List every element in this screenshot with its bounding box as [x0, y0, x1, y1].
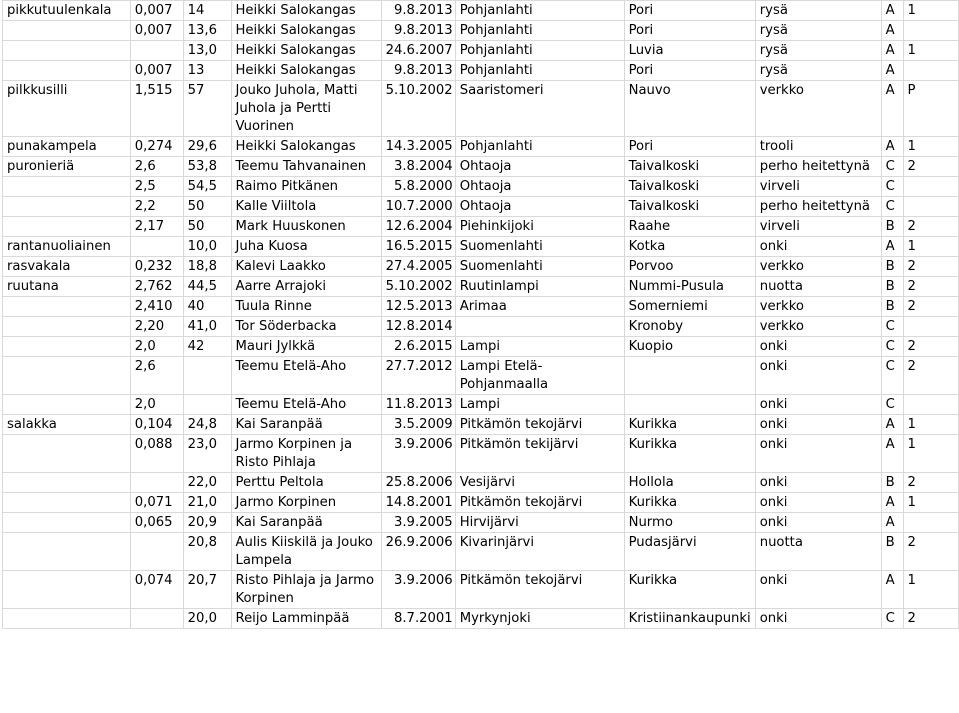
cell-species [3, 297, 131, 317]
cell-species [3, 61, 131, 81]
cell-weight: 2,762 [130, 277, 183, 297]
cell-catcher: Kalle Viiltola [231, 197, 381, 217]
table-row [3, 571, 959, 609]
cell-gear: onki [755, 571, 881, 609]
cell-date: 12.8.2014 [381, 317, 455, 337]
cell-class: C [881, 337, 903, 357]
cell-catcher: Kai Saranpää [231, 513, 381, 533]
cell-water: Kivarinjärvi [455, 533, 624, 571]
cell-municipality: Taivalkoski [624, 197, 755, 217]
cell-length: 40 [183, 297, 231, 317]
cell-catcher: Tuula Rinne [231, 297, 381, 317]
cell-water: Hirvijärvi [455, 513, 624, 533]
cell-catcher: Tor Söderbacka [231, 317, 381, 337]
cell-gear: onki [755, 435, 881, 473]
cell-water: Lampi Etelä-Pohjanmaalla [455, 357, 624, 395]
table-row [3, 435, 959, 473]
cell-note: 1 [903, 41, 958, 61]
cell-species [3, 337, 131, 357]
cell-weight: 2,20 [130, 317, 183, 337]
cell-length: 50 [183, 217, 231, 237]
cell-length: 20,7 [183, 571, 231, 609]
cell-water [455, 317, 624, 337]
cell-weight: 2,6 [130, 357, 183, 395]
cell-water: Pitkämön tekojärvi [455, 493, 624, 513]
cell-municipality: Kurikka [624, 435, 755, 473]
cell-weight [130, 609, 183, 629]
cell-date: 14.8.2001 [381, 493, 455, 513]
cell-gear: onki [755, 513, 881, 533]
table-row [3, 157, 959, 177]
table-row [3, 493, 959, 513]
cell-gear: onki [755, 357, 881, 395]
cell-catcher: Raimo Pitkänen [231, 177, 381, 197]
cell-catcher: Jouko Juhola, Matti Juhola ja Pertti Vuorinen [231, 81, 381, 137]
cell-length: 44,5 [183, 277, 231, 297]
table-row [3, 609, 959, 629]
cell-date: 5.10.2002 [381, 277, 455, 297]
cell-class: C [881, 157, 903, 177]
cell-species [3, 357, 131, 395]
cell-water: Lampi [455, 395, 624, 415]
cell-note: 2 [903, 473, 958, 493]
cell-length: 14 [183, 1, 231, 21]
cell-length: 21,0 [183, 493, 231, 513]
cell-water: Vesijärvi [455, 473, 624, 493]
cell-water: Pohjanlahti [455, 137, 624, 157]
cell-note: 1 [903, 137, 958, 157]
cell-length: 41,0 [183, 317, 231, 337]
table-row [3, 177, 959, 197]
cell-species [3, 21, 131, 41]
cell-municipality: Pudasjärvi [624, 533, 755, 571]
cell-date: 9.8.2013 [381, 61, 455, 81]
cell-weight: 2,0 [130, 337, 183, 357]
cell-species: rasvakala [3, 257, 131, 277]
cell-municipality: Kuopio [624, 337, 755, 357]
cell-catcher: Heikki Salokangas [231, 1, 381, 21]
cell-water: Pohjanlahti [455, 1, 624, 21]
cell-length: 13,6 [183, 21, 231, 41]
cell-catcher: Kai Saranpää [231, 415, 381, 435]
table-row [3, 357, 959, 395]
cell-gear: onki [755, 473, 881, 493]
cell-note: 2 [903, 217, 958, 237]
cell-water: Ohtaoja [455, 197, 624, 217]
cell-municipality: Kurikka [624, 571, 755, 609]
cell-length: 24,8 [183, 415, 231, 435]
cell-water: Pitkämön tekijärvi [455, 435, 624, 473]
cell-gear: virveli [755, 177, 881, 197]
cell-catcher: Jarmo Korpinen ja Risto Pihlaja [231, 435, 381, 473]
cell-note [903, 395, 958, 415]
cell-class: C [881, 357, 903, 395]
cell-species [3, 41, 131, 61]
cell-class: A [881, 1, 903, 21]
cell-weight: 2,6 [130, 157, 183, 177]
cell-catcher: Mark Huuskonen [231, 217, 381, 237]
cell-class: C [881, 395, 903, 415]
cell-municipality: Pori [624, 21, 755, 41]
cell-note: 2 [903, 357, 958, 395]
cell-note [903, 197, 958, 217]
cell-gear: perho heitettynä [755, 197, 881, 217]
cell-catcher: Heikki Salokangas [231, 61, 381, 81]
cell-species [3, 317, 131, 337]
cell-length: 29,6 [183, 137, 231, 157]
cell-date: 26.9.2006 [381, 533, 455, 571]
cell-class: B [881, 277, 903, 297]
table-row [3, 137, 959, 157]
cell-species: rantanuoliainen [3, 237, 131, 257]
table-row [3, 513, 959, 533]
table-row [3, 277, 959, 297]
cell-species: pilkkusilli [3, 81, 131, 137]
cell-weight: 0,074 [130, 571, 183, 609]
cell-class: A [881, 41, 903, 61]
cell-water: Saaristomeri [455, 81, 624, 137]
cell-note [903, 317, 958, 337]
cell-class: A [881, 81, 903, 137]
cell-gear: onki [755, 395, 881, 415]
cell-weight: 0,007 [130, 21, 183, 41]
cell-catcher: Perttu Peltola [231, 473, 381, 493]
cell-class: A [881, 493, 903, 513]
cell-catcher: Aarre Arrajoki [231, 277, 381, 297]
table-row [3, 197, 959, 217]
cell-class: C [881, 177, 903, 197]
cell-date: 2.6.2015 [381, 337, 455, 357]
cell-species [3, 533, 131, 571]
cell-municipality: Pori [624, 1, 755, 21]
cell-date: 10.7.2000 [381, 197, 455, 217]
cell-class: C [881, 609, 903, 629]
cell-species [3, 513, 131, 533]
cell-municipality: Nummi-Pusula [624, 277, 755, 297]
cell-water: Pitkämön tekojärvi [455, 571, 624, 609]
cell-date: 12.6.2004 [381, 217, 455, 237]
cell-length: 13,0 [183, 41, 231, 61]
cell-length: 53,8 [183, 157, 231, 177]
table-row [3, 217, 959, 237]
cell-municipality: Taivalkoski [624, 157, 755, 177]
cell-species: pikkutuulenkala [3, 1, 131, 21]
cell-weight: 0,007 [130, 1, 183, 21]
cell-gear: onki [755, 337, 881, 357]
cell-municipality: Luvia [624, 41, 755, 61]
cell-gear: onki [755, 237, 881, 257]
cell-municipality: Nurmo [624, 513, 755, 533]
cell-municipality: Kotka [624, 237, 755, 257]
table-row [3, 297, 959, 317]
cell-date: 3.9.2006 [381, 571, 455, 609]
cell-note: 2 [903, 337, 958, 357]
table-row [3, 21, 959, 41]
cell-class: A [881, 137, 903, 157]
cell-class: A [881, 237, 903, 257]
cell-weight: 0,104 [130, 415, 183, 435]
cell-class: A [881, 415, 903, 435]
cell-weight: 0,065 [130, 513, 183, 533]
cell-weight: 1,515 [130, 81, 183, 137]
cell-date: 25.8.2006 [381, 473, 455, 493]
cell-water: Suomenlahti [455, 257, 624, 277]
cell-catcher: Heikki Salokangas [231, 41, 381, 61]
cell-class: A [881, 21, 903, 41]
cell-water: Pitkämön tekojärvi [455, 415, 624, 435]
cell-municipality: Kronoby [624, 317, 755, 337]
cell-class: B [881, 473, 903, 493]
cell-catcher: Teemu Etelä-Aho [231, 357, 381, 395]
cell-gear: onki [755, 493, 881, 513]
cell-municipality: Kurikka [624, 493, 755, 513]
cell-catcher: Reijo Lamminpää [231, 609, 381, 629]
cell-gear: trooli [755, 137, 881, 157]
cell-water: Suomenlahti [455, 237, 624, 257]
cell-note: 2 [903, 609, 958, 629]
cell-gear: virveli [755, 217, 881, 237]
cell-weight: 2,410 [130, 297, 183, 317]
table-row [3, 415, 959, 435]
cell-municipality: Pori [624, 61, 755, 81]
cell-date: 5.8.2000 [381, 177, 455, 197]
cell-gear: verkko [755, 81, 881, 137]
cell-length: 18,8 [183, 257, 231, 277]
cell-date: 11.8.2013 [381, 395, 455, 415]
cell-catcher: Heikki Salokangas [231, 21, 381, 41]
cell-length [183, 395, 231, 415]
cell-catcher: Kalevi Laakko [231, 257, 381, 277]
cell-water: Pohjanlahti [455, 61, 624, 81]
cell-class: C [881, 197, 903, 217]
cell-municipality: Somerniemi [624, 297, 755, 317]
cell-class: A [881, 435, 903, 473]
table-row [3, 257, 959, 277]
cell-note: 2 [903, 157, 958, 177]
cell-note [903, 61, 958, 81]
cell-length: 22,0 [183, 473, 231, 493]
cell-gear: rysä [755, 1, 881, 21]
cell-note [903, 177, 958, 197]
cell-date: 3.8.2004 [381, 157, 455, 177]
cell-note: 1 [903, 493, 958, 513]
cell-municipality: Raahe [624, 217, 755, 237]
cell-weight: 0,007 [130, 61, 183, 81]
cell-municipality [624, 395, 755, 415]
cell-date: 3.9.2005 [381, 513, 455, 533]
cell-species [3, 609, 131, 629]
cell-municipality: Pori [624, 137, 755, 157]
cell-water: Piehinkijoki [455, 217, 624, 237]
table-row [3, 533, 959, 571]
cell-weight [130, 237, 183, 257]
cell-date: 9.8.2013 [381, 21, 455, 41]
cell-municipality: Taivalkoski [624, 177, 755, 197]
cell-gear: onki [755, 609, 881, 629]
cell-length: 20,0 [183, 609, 231, 629]
cell-species [3, 473, 131, 493]
cell-date: 9.8.2013 [381, 1, 455, 21]
cell-length [183, 357, 231, 395]
cell-weight [130, 473, 183, 493]
cell-species [3, 395, 131, 415]
cell-municipality: Hollola [624, 473, 755, 493]
cell-catcher: Risto Pihlaja ja Jarmo Korpinen [231, 571, 381, 609]
cell-class: B [881, 297, 903, 317]
table-row [3, 81, 959, 137]
cell-weight: 2,0 [130, 395, 183, 415]
cell-species [3, 571, 131, 609]
cell-species [3, 493, 131, 513]
cell-note: 2 [903, 277, 958, 297]
cell-date: 5.10.2002 [381, 81, 455, 137]
cell-weight: 2,5 [130, 177, 183, 197]
table-row [3, 337, 959, 357]
cell-class: B [881, 533, 903, 571]
cell-municipality: Nauvo [624, 81, 755, 137]
cell-note [903, 513, 958, 533]
cell-water: Ohtaoja [455, 177, 624, 197]
cell-date: 12.5.2013 [381, 297, 455, 317]
fish-record-table [2, 0, 959, 629]
cell-note [903, 21, 958, 41]
table-row [3, 395, 959, 415]
cell-length: 10,0 [183, 237, 231, 257]
cell-gear: perho heitettynä [755, 157, 881, 177]
cell-catcher: Mauri Jylkkä [231, 337, 381, 357]
cell-species [3, 197, 131, 217]
cell-gear: verkko [755, 257, 881, 277]
cell-species: salakka [3, 415, 131, 435]
cell-gear: rysä [755, 61, 881, 81]
cell-water: Pohjanlahti [455, 41, 624, 61]
cell-weight: 0,274 [130, 137, 183, 157]
cell-water: Arimaa [455, 297, 624, 317]
cell-gear: verkko [755, 317, 881, 337]
cell-length: 42 [183, 337, 231, 357]
cell-catcher: Heikki Salokangas [231, 137, 381, 157]
cell-catcher: Aulis Kiiskilä ja Jouko Lampela [231, 533, 381, 571]
cell-gear: nuotta [755, 277, 881, 297]
cell-note: 1 [903, 237, 958, 257]
cell-weight: 0,071 [130, 493, 183, 513]
cell-note: 1 [903, 415, 958, 435]
cell-gear: verkko [755, 297, 881, 317]
cell-date: 8.7.2001 [381, 609, 455, 629]
cell-length: 50 [183, 197, 231, 217]
cell-date: 24.6.2007 [381, 41, 455, 61]
cell-species: puronieriä [3, 157, 131, 177]
cell-catcher: Juha Kuosa [231, 237, 381, 257]
cell-length: 23,0 [183, 435, 231, 473]
cell-class: C [881, 317, 903, 337]
cell-note: 1 [903, 571, 958, 609]
cell-length: 57 [183, 81, 231, 137]
cell-date: 16.5.2015 [381, 237, 455, 257]
cell-catcher: Teemu Tahvanainen [231, 157, 381, 177]
table-row [3, 61, 959, 81]
cell-catcher: Teemu Etelä-Aho [231, 395, 381, 415]
cell-length: 54,5 [183, 177, 231, 197]
cell-water: Pohjanlahti [455, 21, 624, 41]
cell-gear: rysä [755, 21, 881, 41]
cell-class: A [881, 513, 903, 533]
cell-weight: 0,088 [130, 435, 183, 473]
cell-note: 2 [903, 533, 958, 571]
cell-class: B [881, 257, 903, 277]
cell-date: 3.9.2006 [381, 435, 455, 473]
cell-water: Ohtaoja [455, 157, 624, 177]
cell-length: 20,9 [183, 513, 231, 533]
cell-gear: rysä [755, 41, 881, 61]
cell-date: 27.7.2012 [381, 357, 455, 395]
cell-species [3, 435, 131, 473]
cell-date: 3.5.2009 [381, 415, 455, 435]
cell-municipality: Kurikka [624, 415, 755, 435]
cell-municipality: Porvoo [624, 257, 755, 277]
cell-class: A [881, 61, 903, 81]
cell-gear: nuotta [755, 533, 881, 571]
cell-class: A [881, 571, 903, 609]
cell-note: 1 [903, 1, 958, 21]
cell-weight [130, 533, 183, 571]
cell-municipality [624, 357, 755, 395]
cell-water: Lampi [455, 337, 624, 357]
cell-species: ruutana [3, 277, 131, 297]
cell-note: 2 [903, 297, 958, 317]
table-row [3, 41, 959, 61]
cell-date: 14.3.2005 [381, 137, 455, 157]
cell-water: Myrkynjoki [455, 609, 624, 629]
cell-length: 20,8 [183, 533, 231, 571]
cell-date: 27.4.2005 [381, 257, 455, 277]
cell-note: P [903, 81, 958, 137]
cell-water: Ruutinlampi [455, 277, 624, 297]
table-row [3, 237, 959, 257]
cell-species [3, 177, 131, 197]
cell-length: 13 [183, 61, 231, 81]
table-row [3, 473, 959, 493]
cell-gear: onki [755, 415, 881, 435]
cell-weight: 2,17 [130, 217, 183, 237]
table-row [3, 1, 959, 21]
cell-species: punakampela [3, 137, 131, 157]
cell-note: 1 [903, 435, 958, 473]
cell-note: 2 [903, 257, 958, 277]
table-row [3, 317, 959, 337]
cell-municipality: Kristiinankaupunki [624, 609, 755, 629]
cell-catcher: Jarmo Korpinen [231, 493, 381, 513]
cell-weight: 0,232 [130, 257, 183, 277]
cell-class: B [881, 217, 903, 237]
cell-species [3, 217, 131, 237]
cell-weight: 2,2 [130, 197, 183, 217]
cell-weight [130, 41, 183, 61]
